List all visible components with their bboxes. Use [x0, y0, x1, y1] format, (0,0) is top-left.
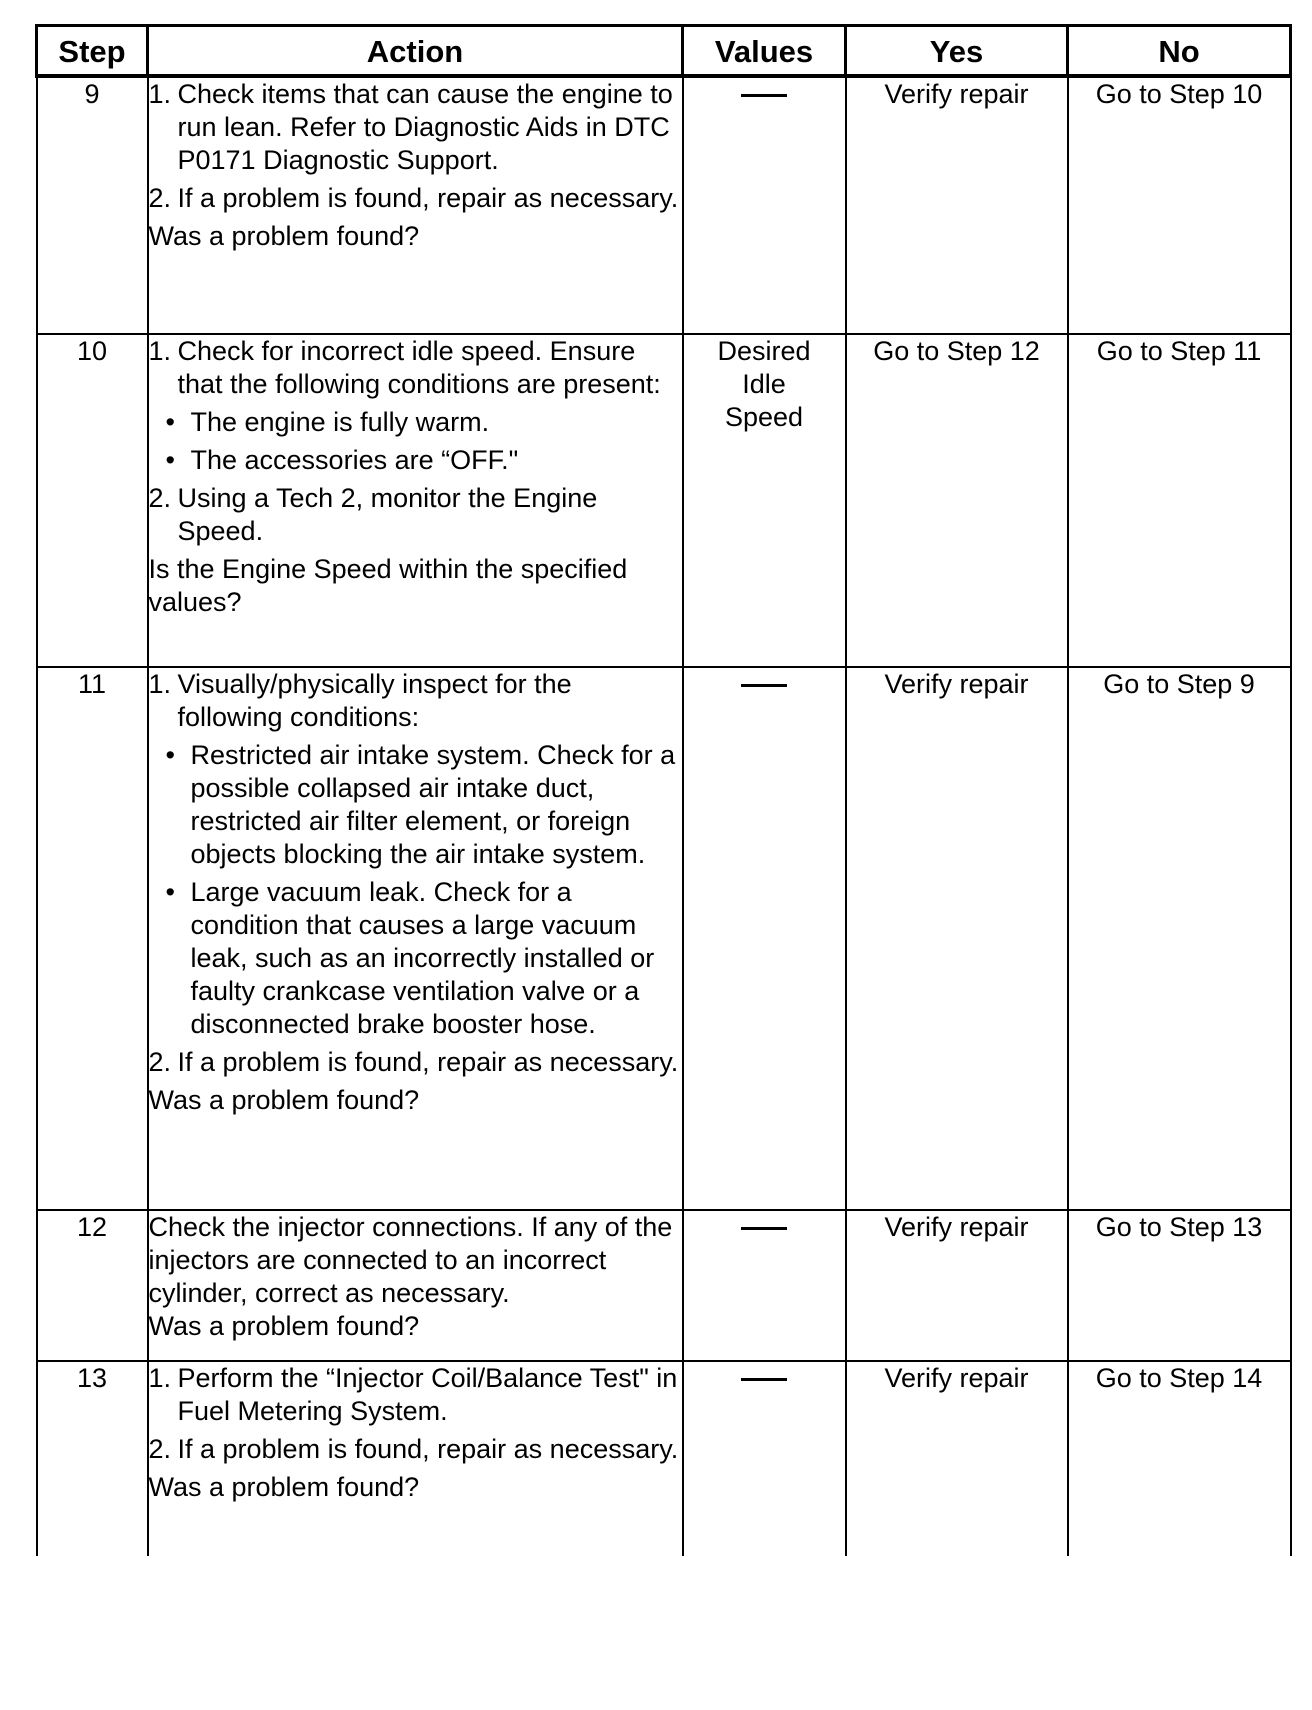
diagnostic-table — [35, 24, 1292, 1556]
action-question: Was a problem found? — [148, 1085, 420, 1115]
yes-cell: Verify repair — [846, 1361, 1068, 1556]
action-question: Was a problem found? — [148, 1311, 420, 1341]
table-row — [37, 76, 1291, 334]
header-values: Values — [683, 26, 846, 77]
action-bullet: • Large vacuum leak. Check for a condition that causes a large vacuum leak, such as an incorrectly installed or faulty crankcase ventilation valve or a disconnected brake booster hose. — [165, 877, 655, 1039]
value-cell: Desired Idle Speed — [683, 334, 846, 667]
yes-cell: Go to Step 12 — [846, 334, 1068, 667]
step-number: 11 — [37, 667, 148, 1210]
value-cell — [683, 667, 846, 1210]
table-row — [37, 1210, 1291, 1361]
value-cell — [683, 1361, 846, 1556]
no-cell: Go to Step 14 — [1068, 1361, 1291, 1556]
action-item: 1. Perform the “Injector Coil/Balance Test" in Fuel Metering System. — [148, 1363, 678, 1426]
no-cell: Go to Step 13 — [1068, 1210, 1291, 1361]
header-yes: Yes — [846, 26, 1068, 77]
action-question: Was a problem found? — [148, 221, 420, 251]
step-number: 12 — [37, 1210, 148, 1361]
action-bullet: • Restricted air intake system. Check for a possible collapsed air intake duct, restricted air filter element, or foreign objects blocking the air intake system. — [165, 740, 676, 869]
action-text: Check the injector connections. If any of the injectors are connected to an incorrect cylinder, correct as necessary. — [148, 1212, 673, 1308]
action-cell — [148, 667, 683, 1210]
yes-cell: Verify repair — [846, 1210, 1068, 1361]
action-item: 2. If a problem is found, repair as necessary. — [148, 1434, 679, 1464]
header-no: No — [1068, 26, 1291, 77]
action-bullet: • The engine is fully warm. — [165, 407, 490, 437]
header-action: Action — [148, 26, 683, 77]
table-row — [37, 1361, 1291, 1556]
value-cell — [683, 1210, 846, 1361]
step-number: 9 — [37, 76, 148, 334]
dash-value — [741, 684, 787, 687]
action-item: 1. Check items that can cause the engine to run lean. Refer to Diagnostic Aids in DTC P0171 Diagnostic Support. — [148, 79, 673, 175]
no-cell: Go to Step 9 — [1068, 667, 1291, 1210]
value-cell — [683, 76, 846, 334]
action-item: 2. If a problem is found, repair as necessary. — [148, 1047, 679, 1077]
action-question: Is the Engine Speed within the specified values? — [148, 554, 628, 617]
step-number: 13 — [37, 1361, 148, 1556]
action-bullet: • The accessories are “OFF." — [165, 445, 519, 475]
table-row — [37, 667, 1291, 1210]
dash-value — [741, 94, 787, 97]
step-number: 10 — [37, 334, 148, 667]
table-row — [37, 334, 1291, 667]
action-question: Was a problem found? — [148, 1472, 420, 1502]
dash-value — [741, 1227, 787, 1230]
action-cell — [148, 76, 683, 334]
action-cell — [148, 1210, 683, 1361]
no-cell: Go to Step 10 — [1068, 76, 1291, 334]
action-cell — [148, 1361, 683, 1556]
dash-value — [741, 1378, 787, 1381]
action-item: 2. Using a Tech 2, monitor the Engine Speed. — [148, 483, 598, 546]
action-item: 1. Visually/physically inspect for the following conditions: — [148, 669, 572, 732]
action-cell — [148, 334, 683, 667]
no-cell: Go to Step 11 — [1068, 334, 1291, 667]
yes-cell: Verify repair — [846, 667, 1068, 1210]
header-row — [37, 26, 1291, 77]
action-item: 2. If a problem is found, repair as necessary. — [148, 183, 679, 213]
yes-cell: Verify repair — [846, 76, 1068, 334]
action-item: 1. Check for incorrect idle speed. Ensure that the following conditions are present: — [148, 336, 661, 399]
header-step: Step — [37, 26, 148, 77]
